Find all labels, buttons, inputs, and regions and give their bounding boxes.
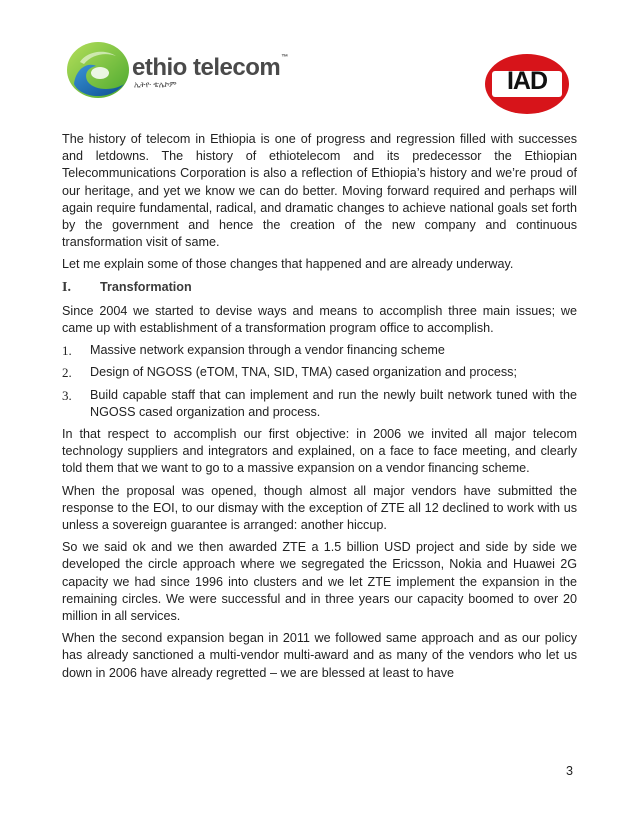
list-item-text: Massive network expansion through a vendor financing scheme — [90, 343, 445, 358]
paragraph-objective: In that respect to accomplish our first objective: in 2006 we invited all major telecom technology suppliers and integrators and explained, on a face to face meeting, and clearly told them that we want to go to a massive expansion on a vendor financing scheme. — [62, 427, 577, 476]
brand-name — [132, 54, 288, 82]
paragraph-zte: So we said ok and we then awarded ZTE a 1.5 billion USD project and side by side we developed the circle approach where we segregated the Ericsson, Nokia and Huawei 2G capacity we had since 1996 into clusters and we let ZTE implement the expansion in the remaining circles. We were successful and in three years our capacity boomed to over 20 million in all services. — [62, 540, 577, 624]
ethio-telecom-logo — [66, 40, 286, 100]
iad-logo — [484, 53, 570, 115]
section-number: I. — [62, 279, 71, 295]
list-item — [62, 364, 577, 381]
document-body — [62, 131, 577, 687]
brand-trademark: ™ — [281, 54, 288, 61]
iad-logo-text: IAD — [506, 67, 548, 95]
brand-subtitle: ኢትዮ ቴሌኮም — [134, 80, 177, 89]
list-item-text: Build capable staff that can implement and run the newly built network tuned with the NGOSS cased organization and process. — [90, 387, 577, 419]
paragraph-proposal: When the proposal was opened, though almost all major vendors have submitted the response to the EOI, to our dismay with the exception of ZTE all 12 declined to work with us unless a sovereign guarantee is arranged: another hiccup. — [62, 483, 577, 533]
objectives-list — [62, 342, 577, 421]
list-item — [62, 387, 577, 421]
list-item-number: 2. — [62, 365, 72, 381]
section-paragraph-1: Since 2004 we started to devise ways and means to accomplish three main issues; we came up with establishment of a transformation program office to accomplish. — [62, 303, 577, 336]
list-item-number: 1. — [62, 343, 72, 359]
list-item — [62, 342, 577, 359]
intro-paragraph-1: The history of telecom in Ethiopia is one of progress and regression filled with successes and letdowns. The history of ethiotelecom and its predecessor the Ethiopian Telecommunications Corporation is also a reflection of Ethiopia’s history and we’re proud of our heritage, and yet we know we can do better. Moving forward required and perhaps will again require fundamental, radical, and dramatic changes to achieve national goals set forth by the government and hence the creation of the new company and continuous transformation visit of same. — [62, 132, 577, 250]
list-item-number: 3. — [62, 387, 72, 403]
list-item-text: Design of NGOSS (eTOM, TNA, SID, TMA) cased organization and process; — [90, 365, 517, 380]
paragraph-second-expansion: When the second expansion began in 2011 we followed same approach and as our policy has already sanctioned a multi-vendor multi-award and as many of the vendors who let us down in 2006 have already regretted – we are blessed at least to have — [62, 631, 577, 680]
brand-name-text: ethio telecom — [132, 54, 281, 81]
section-title: Transformation — [100, 279, 192, 294]
intro-paragraph-2: Let me explain some of those changes that happened and are already underway. — [62, 257, 514, 272]
ethio-telecom-swirl-icon — [66, 40, 130, 100]
page-number: 3 — [566, 764, 574, 778]
section-heading — [62, 279, 577, 296]
